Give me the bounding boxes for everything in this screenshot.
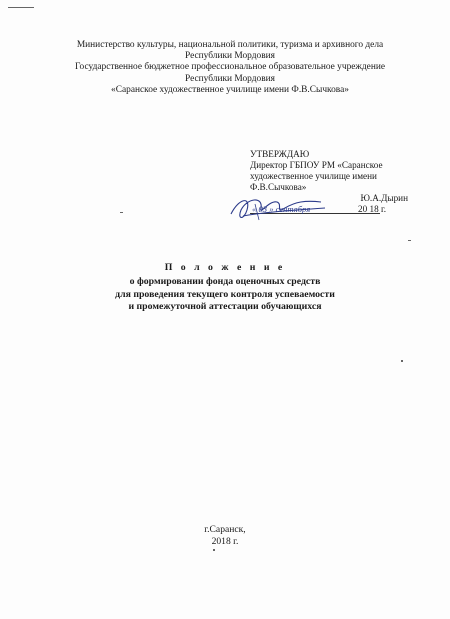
approval-position-2: художественное училище имени [250,171,377,181]
header-ministry: Министерство культуры, национальной политики, туризма и архивного дела [76,40,384,50]
approval-year: 20 18 г. [358,204,386,214]
approval-position-1: Директор ГБПОУ РМ «Саранское [250,160,383,170]
handwritten-signature-icon [225,190,335,230]
scan-mark [401,360,403,362]
title-line-2: о формировании фонда оценочных средств [129,276,321,288]
handwritten-date: « 03 » сентября [252,204,311,214]
header-region: Республики Мордовия [185,51,275,62]
scan-mark [408,240,411,241]
header-institution-name: «Саранское художественное училище имени Ф.В.Сычкова» [111,84,349,95]
scan-mark [213,549,215,551]
scan-mark [8,7,34,8]
approval-position-3: Ф.В.Сычкова» [250,182,307,192]
header-institution-type: Государственное бюджетное профессиональное образовательное учреждение [74,62,386,73]
document-header [40,40,420,96]
footer-city: г.Саранск, [204,524,246,535]
title-heading: П о л о ж е н и е [164,262,286,273]
scan-mark [120,212,123,213]
document-title [60,262,390,314]
header-region-2: Республики Мордовия [185,73,275,84]
footer-year: 2018 г. [211,536,239,547]
title-line-3: для проведения текущего контроля успеваемости [115,288,335,300]
document-footer [175,524,275,548]
approval-label: УТВЕРЖДАЮ [250,149,310,159]
title-line-4: и промежуточной аттестации обучающихся [128,301,322,313]
director-name: Ю.А.Дырин [360,193,408,203]
